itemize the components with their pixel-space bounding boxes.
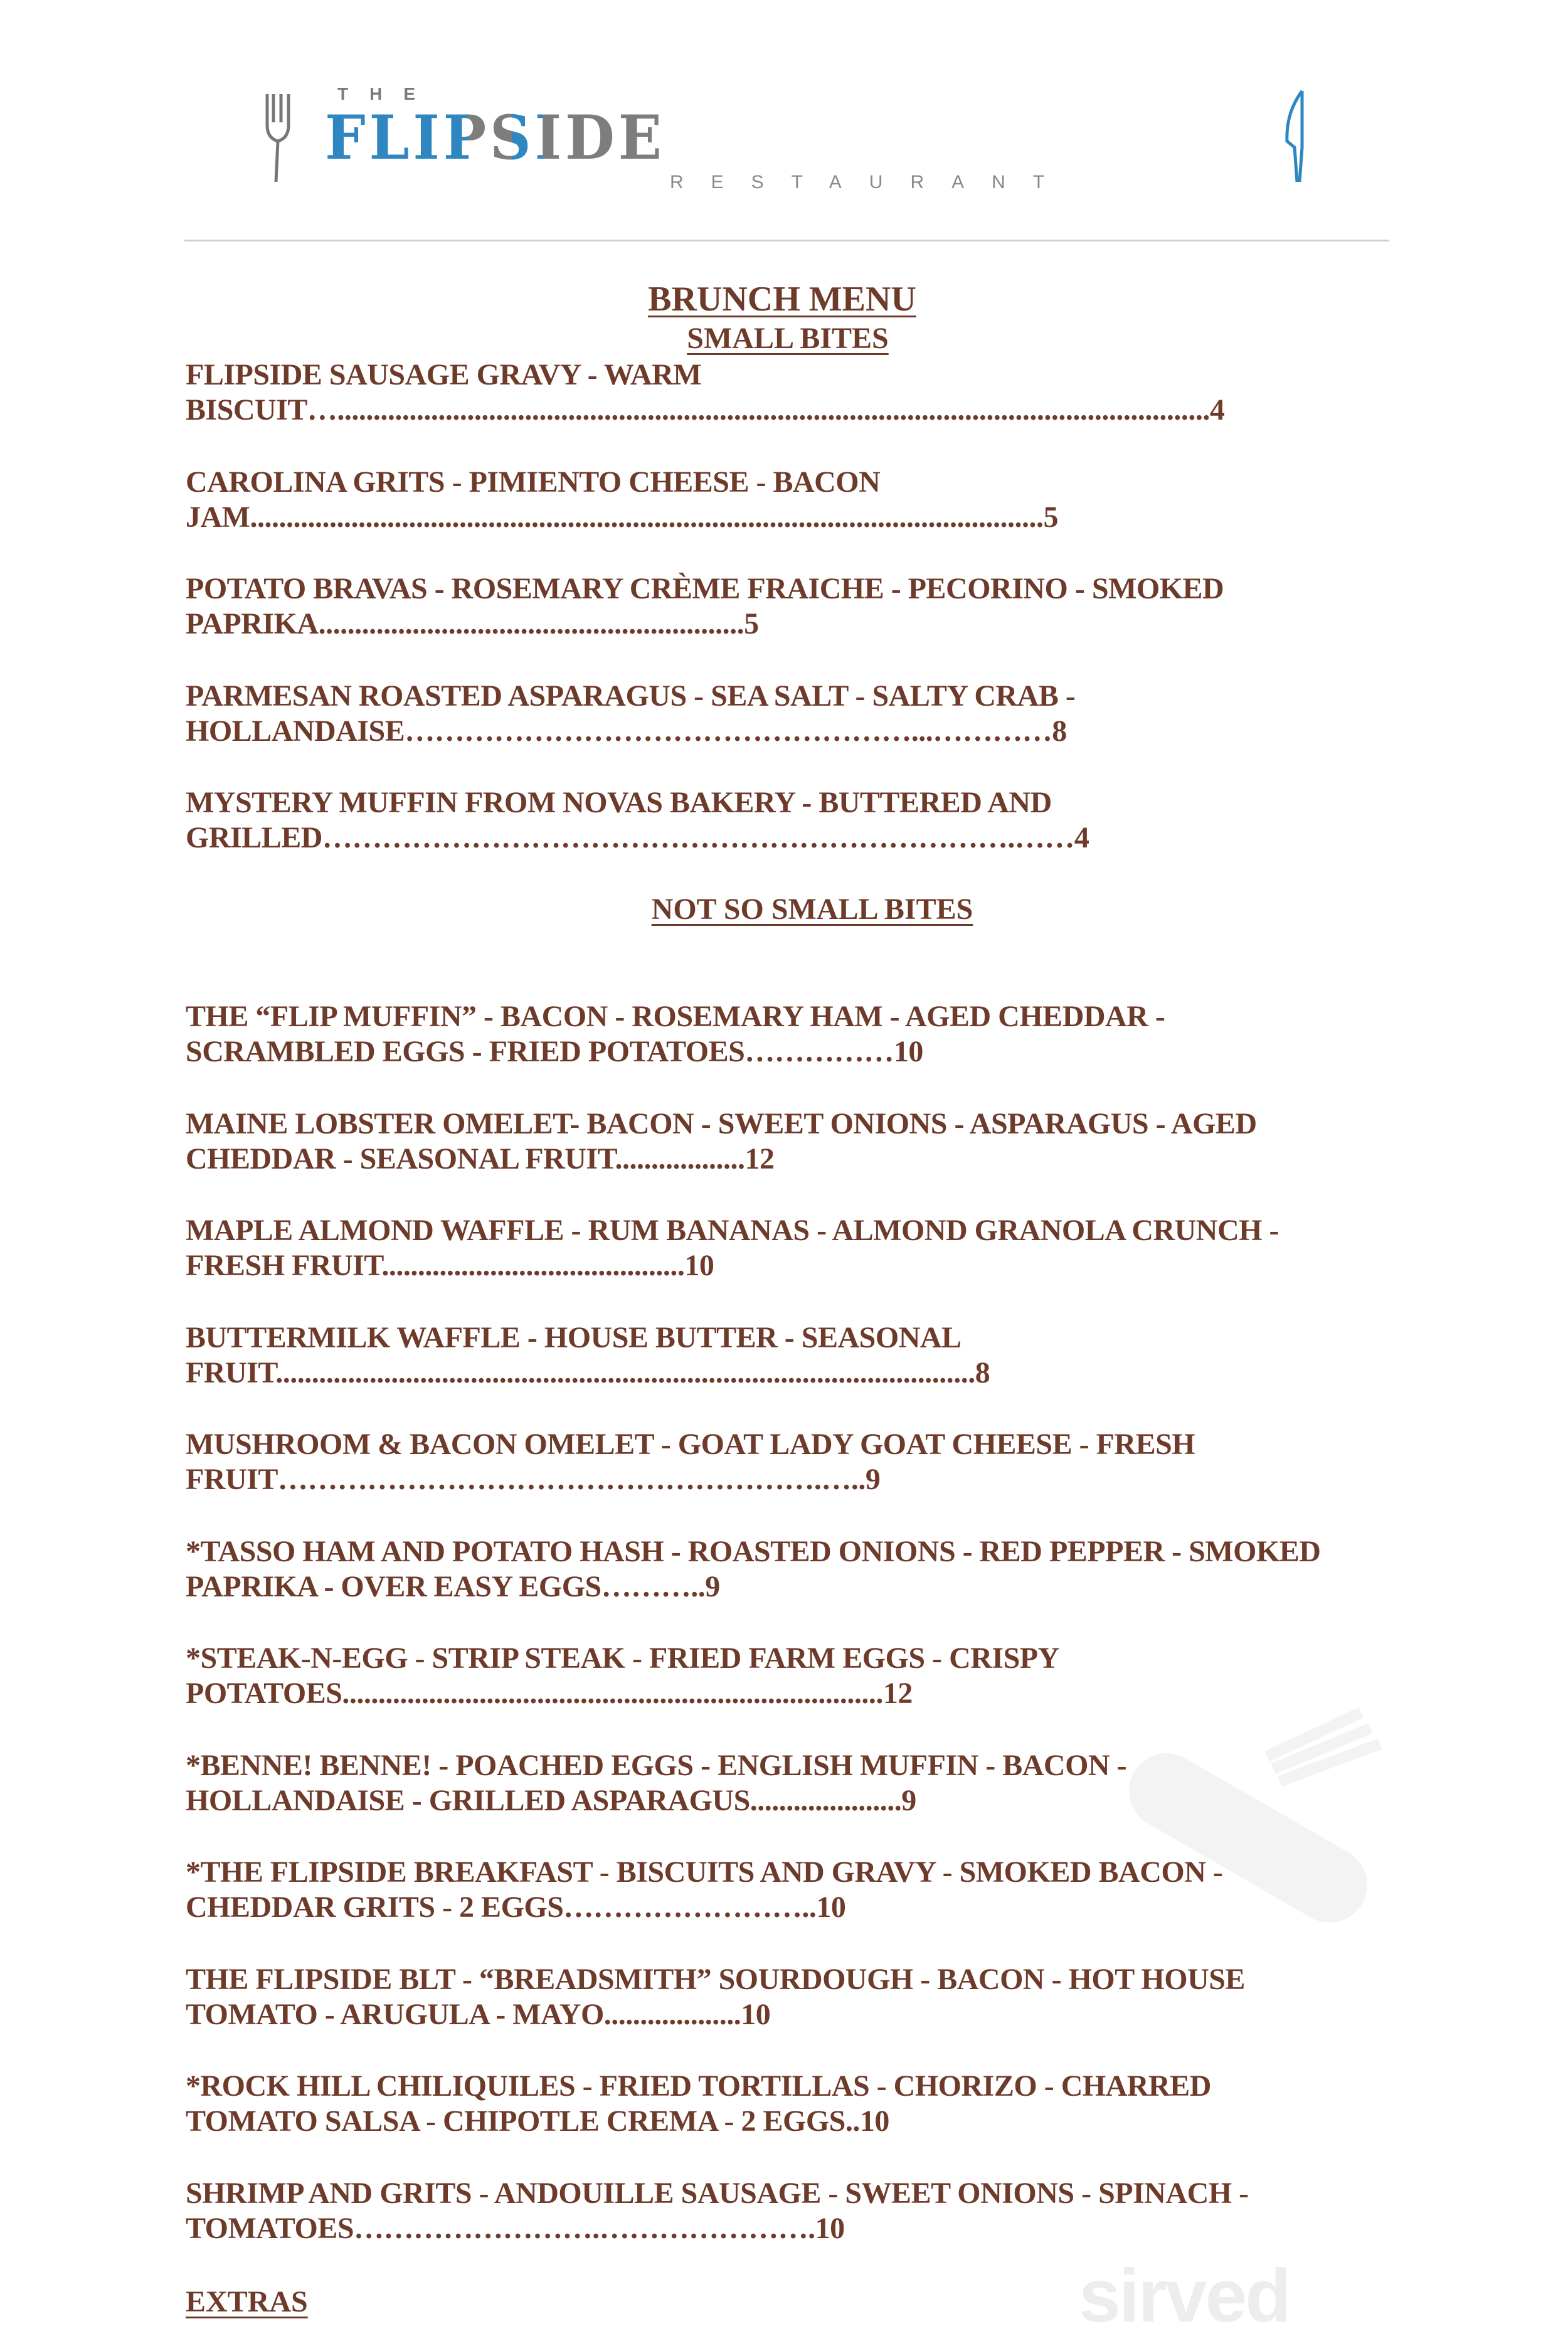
menu-item-description: MYSTERY MUFFIN FROM NOVAS BAKERY - BUTTERED AND xyxy=(186,786,1052,819)
menu-item-price-line: FRUIT……………………………………………….…..9 xyxy=(186,1463,881,1496)
header-divider xyxy=(184,240,1389,242)
menu-item xyxy=(186,785,1415,856)
fork-icon xyxy=(262,91,300,185)
menu-item-price-line: PAPRIKA - OVER EASY EGGS………..9 xyxy=(186,1569,720,1603)
menu-item xyxy=(186,1427,1415,1497)
menu-item-price-line: PAPRIKA...........................................................5 xyxy=(186,607,759,640)
menu-item xyxy=(186,1534,1415,1605)
menu-item xyxy=(186,999,1415,1070)
menu-item-price-line: GRILLED…………………………………………………………….……4 xyxy=(186,821,1089,854)
menu-item xyxy=(186,358,1415,428)
menu-item-price-line: SCRAMBLED EGGS - FRIED POTATOES……………10 xyxy=(186,1035,923,1068)
menu-item xyxy=(186,1962,1415,2032)
menu-item-price-line: BISCUIT….........................................................................................................................4 xyxy=(186,393,1225,427)
menu-item-description: *ROCK HILL CHILIQUILES - FRIED TORTILLAS - CHORIZO - CHARRED xyxy=(186,2069,1211,2103)
not-so-small-bites-list xyxy=(186,999,1415,2283)
menu-item xyxy=(186,571,1415,642)
menu-item-description: BUTTERMILK WAFFLE - HOUSE BUTTER - SEASONAL xyxy=(186,1320,961,1354)
menu-item xyxy=(186,1320,1415,1391)
section-heading-not-so-small-bites: NOT SO SMALL BITES xyxy=(651,893,973,926)
menu-item-price-line: HOLLANDAISE……………………………………………...…………8 xyxy=(186,714,1067,748)
menu-item-price-line: FRUIT.................................................................................................8 xyxy=(186,1356,990,1389)
menu-item-description: MUSHROOM & BACON OMELET - GOAT LADY GOAT CHEESE - FRESH xyxy=(186,1428,1195,1461)
logo-subtitle: RESTAURANT xyxy=(670,172,1073,193)
menu-item-description: MAPLE ALMOND WAFFLE - RUM BANANAS - ALMOND GRANOLA CRUNCH - xyxy=(186,1214,1279,1247)
menu-item xyxy=(186,1855,1415,1925)
menu-item-description: PARMESAN ROASTED ASPARAGUS - SEA SALT - SALTY CRAB - xyxy=(186,679,1076,713)
menu-item xyxy=(186,1213,1415,1283)
menu-item-price-line: CHEDDAR GRITS - 2 EGGS……………………..10 xyxy=(186,1891,846,1924)
watermark-text: sirved xyxy=(1079,2254,1290,2338)
menu-item-price-line: TOMATO SALSA - CHIPOTLE CREMA - 2 EGGS..10 xyxy=(186,2105,889,2138)
menu-item-price-line: FRESH FRUIT..........................................10 xyxy=(186,1249,714,1282)
menu-item-description: FLIPSIDE SAUSAGE GRAVY - WARM xyxy=(186,358,702,391)
menu-item-price-line: TOMATOES…………………….………………….10 xyxy=(186,2211,845,2245)
menu-item-price-line: TOMATO - ARUGULA - MAYO...................10 xyxy=(186,1997,771,2031)
menu-item-description: POTATO BRAVAS - ROSEMARY CRÈME FRAICHE - PECORINO - SMOKED xyxy=(186,572,1224,605)
menu-item-price-line: POTATOES...........................................................................12 xyxy=(186,1677,913,1710)
menu-item-description: THE “FLIP MUFFIN” - BACON - ROSEMARY HAM - AGED CHEDDAR - xyxy=(186,1000,1165,1033)
menu-item xyxy=(186,2176,1415,2246)
knife-icon xyxy=(1278,88,1310,185)
menu-item-price-line: JAM..............................................................................................................5 xyxy=(186,500,1058,534)
menu-item xyxy=(186,679,1415,749)
menu-item xyxy=(186,1107,1415,1177)
menu-item-description: SHRIMP AND GRITS - ANDOUILLE SAUSAGE - SWEET ONIONS - SPINACH - xyxy=(186,2176,1249,2210)
menu-item-price-line: HOLLANDAISE - GRILLED ASPARAGUS.....................9 xyxy=(186,1783,916,1817)
page-title: BRUNCH MENU xyxy=(648,280,916,319)
menu-item-price-line: CHEDDAR - SEASONAL FRUIT..................12 xyxy=(186,1142,775,1176)
menu-item-description: THE FLIPSIDE BLT - “BREADSMITH” SOURDOUGH - BACON - HOT HOUSE xyxy=(186,1962,1245,1996)
logo-the: THE xyxy=(337,84,437,104)
section-heading-small-bites: SMALL BITES xyxy=(687,322,889,355)
section-heading-extras: EXTRAS xyxy=(186,2285,308,2318)
menu-item xyxy=(186,1641,1415,1711)
menu-item-description: *STEAK-N-EGG - STRIP STEAK - FRIED FARM EGGS - CRISPY xyxy=(186,1642,1059,1675)
menu-item-description: *TASSO HAM AND POTATO HASH - ROASTED ONIONS - RED PEPPER - SMOKED xyxy=(186,1534,1321,1568)
menu-item-description: *BENNE! BENNE! - POACHED EGGS - ENGLISH MUFFIN - BACON - xyxy=(186,1748,1127,1782)
restaurant-logo xyxy=(262,85,1310,194)
menu-item xyxy=(186,2069,1415,2139)
menu-item-description: *THE FLIPSIDE BREAKFAST - BISCUITS AND GRAVY - SMOKED BACON - xyxy=(186,1855,1223,1889)
menu-item xyxy=(186,465,1415,535)
menu-item xyxy=(186,1748,1415,1818)
menu-item-description: MAINE LOBSTER OMELET- BACON - SWEET ONIONS - ASPARAGUS - AGED xyxy=(186,1107,1257,1140)
small-bites-list xyxy=(186,358,1415,893)
logo-name: FLIPSIDE xyxy=(325,102,665,173)
menu-item-description: CAROLINA GRITS - PIMIENTO CHEESE - BACON xyxy=(186,465,881,499)
